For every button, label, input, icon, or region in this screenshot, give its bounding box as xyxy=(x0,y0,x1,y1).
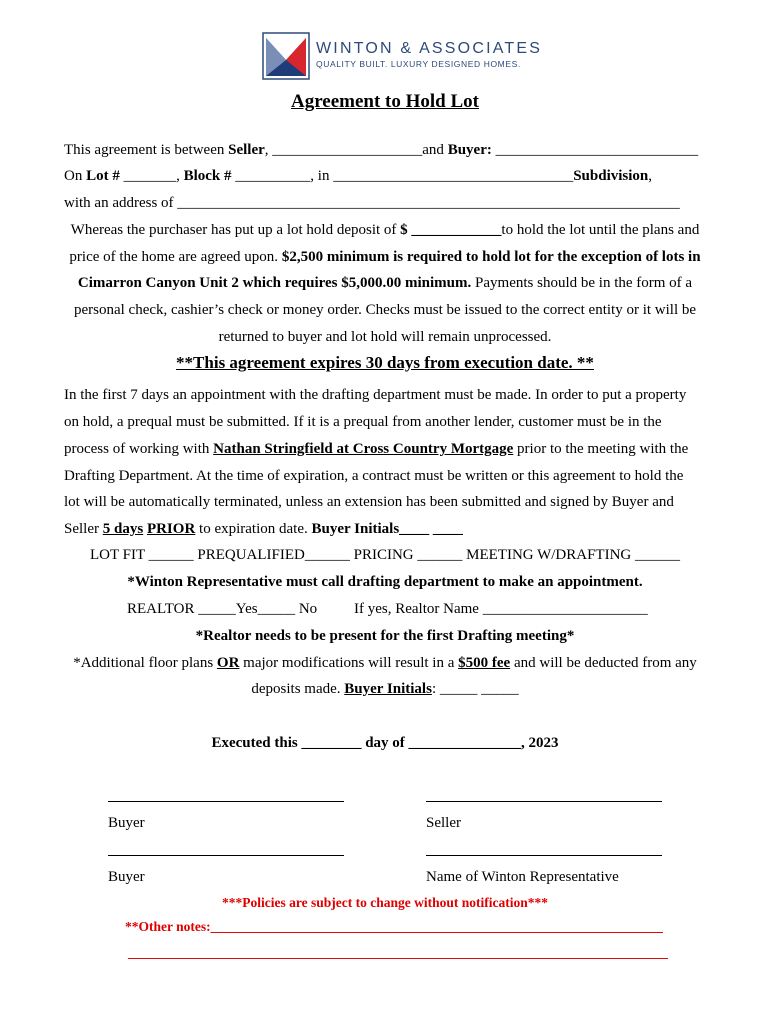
deposit-line-1: Whereas the purchaser has put up a lot hold deposit of $ ____________to hold the lot until the plans and xyxy=(70,222,700,238)
lender-name: Nathan Stringfield at Cross Country Mortgage xyxy=(213,441,514,457)
logo-company-name: WINTON & ASSOCIATES xyxy=(316,40,543,57)
other-notes-extra-line: ________________________________________________________________________________ xyxy=(128,945,668,960)
body-line-1: In the first 7 days an appointment with the drafting department must be made. In order to put a property xyxy=(64,387,687,403)
other-notes-line: **Other notes:___________________________________________________________________ xyxy=(125,919,663,934)
company-logo xyxy=(262,32,542,80)
buyer-signature-line-1 xyxy=(108,801,344,802)
realtor-yes-no: REALTOR _____Yes_____ No xyxy=(127,601,318,617)
additional-plans-line-1: *Additional floor plans OR major modifications will result in a $500 fee and will be deducted from any xyxy=(73,655,697,671)
lot-line: On Lot # _______, Block # __________, in ________________________________Subdivision, xyxy=(64,168,653,184)
body-line-4: Drafting Department. At the time of expiration, a contract must be written or this agreement to hold the xyxy=(64,468,684,484)
body-line-5: lot will be automatically terminated, unless an extension has been submitted and signed by Buyer and xyxy=(64,494,674,510)
executed-line: Executed this ________ day of _______________, 2023 xyxy=(211,735,559,751)
buyer-signature-line-2 xyxy=(108,855,344,856)
address-line: with an address of ___________________________________________________________________ xyxy=(64,195,680,211)
body-line-2: on hold, a prequal must be submitted. If it is a prequal from another lender, customer must be in the xyxy=(64,414,662,430)
deposit-line-4: personal check, cashier’s check or money order. Checks must be issued to the correct entity or it will be xyxy=(73,302,697,318)
body-line-6: Seller 5 days PRIOR to expiration date. Buyer Initials____ ____ xyxy=(64,521,463,537)
additional-plans-line-2: deposits made. Buyer Initials: _____ _____ xyxy=(251,681,519,697)
logo-tagline: QUALITY BUILT. LUXURY DESIGNED HOMES. xyxy=(316,59,521,69)
expiration-heading: **This agreement expires 30 days from execution date. ** xyxy=(176,353,594,372)
policies-note: ***Policies are subject to change without notification*** xyxy=(222,895,548,910)
realtor-note: *Realtor needs to be present for the first Drafting meeting* xyxy=(195,628,575,644)
winton-rep-note: *Winton Representative must call drafting department to make an appointment. xyxy=(127,574,643,590)
document-title: Agreement to Hold Lot xyxy=(290,91,480,112)
checklist-line: LOT FIT ______ PREQUALIFIED______ PRICING ______ MEETING W/DRAFTING ______ xyxy=(90,547,680,563)
rep-signature-line xyxy=(426,855,662,856)
rep-label: Name of Winton Representative xyxy=(426,869,619,885)
body-line-3: process of working with Nathan Stringfield at Cross Country Mortgage prior to the meeting with the xyxy=(64,441,689,457)
deposit-line-5: returned to buyer and lot hold will remain unprocessed. xyxy=(218,329,552,345)
realtor-name-line: If yes, Realtor Name ______________________ xyxy=(354,601,648,617)
parties-line: This agreement is between Seller, ____________________and Buyer: ___________________________ xyxy=(64,142,699,158)
seller-signature-line xyxy=(426,801,662,802)
buyer-label-2: Buyer xyxy=(108,869,145,885)
seller-label: Seller xyxy=(426,815,461,831)
deposit-line-3: Cimarron Canyon Unit 2 which requires $5,000.00 minimum. Payments should be in the form of a xyxy=(77,275,693,291)
deposit-line-2: price of the home are agreed upon. $2,500 minimum is required to hold lot for the exception of lots in xyxy=(69,249,701,265)
buyer-label-1: Buyer xyxy=(108,815,145,831)
logo-mark-icon xyxy=(262,32,310,80)
